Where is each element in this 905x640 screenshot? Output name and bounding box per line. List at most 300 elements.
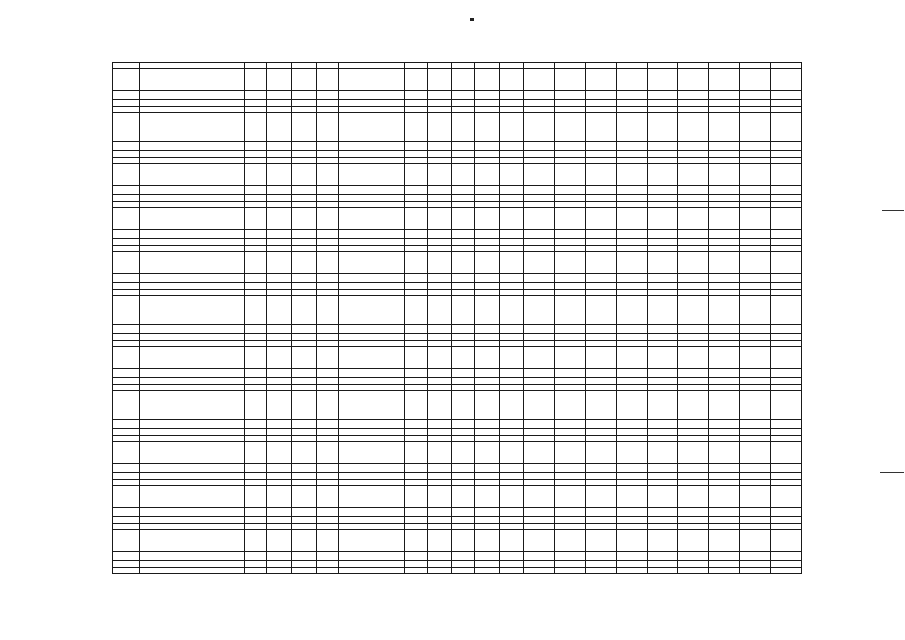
table-cell xyxy=(316,283,339,290)
table-cell xyxy=(616,442,647,464)
table-cell xyxy=(452,517,475,524)
table-cell xyxy=(770,552,801,561)
table-cell xyxy=(316,369,339,378)
table-cell xyxy=(647,473,678,480)
table-cell xyxy=(585,347,616,369)
table-cell xyxy=(267,369,292,378)
table-cell xyxy=(244,113,267,142)
table-cell xyxy=(291,530,316,552)
table-cell xyxy=(267,508,292,517)
table-cell xyxy=(616,252,647,274)
table-cell xyxy=(291,429,316,436)
table-cell xyxy=(405,568,428,574)
table-cell xyxy=(291,508,316,517)
table-cell xyxy=(585,464,616,473)
table-cell xyxy=(585,186,616,195)
table-row-budget-funding xyxy=(113,552,802,561)
table-cell xyxy=(113,274,140,283)
table-cell xyxy=(585,69,616,91)
table-cell xyxy=(291,568,316,574)
table-cell xyxy=(585,530,616,552)
table-cell xyxy=(740,142,771,151)
table-cell xyxy=(316,334,339,341)
table-cell xyxy=(616,186,647,195)
table-cell xyxy=(499,69,524,91)
table-cell xyxy=(770,113,801,142)
table-cell xyxy=(647,296,678,325)
table-cell xyxy=(647,274,678,283)
table-cell xyxy=(316,208,339,230)
table-cell xyxy=(291,369,316,378)
table-row-other-sources xyxy=(113,561,802,568)
table-cell xyxy=(678,508,709,517)
table-cell xyxy=(616,91,647,100)
table-cell xyxy=(267,464,292,473)
table-cell xyxy=(585,568,616,574)
table-cell xyxy=(616,391,647,420)
table-cell xyxy=(113,391,140,420)
table-cell xyxy=(316,195,339,202)
table-cell xyxy=(740,473,771,480)
table-cell xyxy=(474,186,499,195)
table-cell xyxy=(316,164,339,186)
table-cell xyxy=(452,239,475,246)
table-cell xyxy=(339,429,405,436)
table-cell xyxy=(770,473,801,480)
table-cell xyxy=(427,69,452,91)
table-cell xyxy=(113,568,140,574)
table-cell xyxy=(427,552,452,561)
table-cell xyxy=(740,100,771,107)
table-row-measure xyxy=(113,486,802,508)
table-cell xyxy=(740,252,771,274)
table-cell xyxy=(474,113,499,142)
table-cell xyxy=(291,195,316,202)
table-cell xyxy=(291,230,316,239)
table-cell xyxy=(524,334,555,341)
table-row-other-sources xyxy=(113,334,802,341)
table-cell xyxy=(244,369,267,378)
table-cell xyxy=(709,151,740,158)
table-cell xyxy=(405,186,428,195)
table-cell xyxy=(555,151,586,158)
table-cell xyxy=(267,230,292,239)
table-cell xyxy=(524,429,555,436)
table-cell xyxy=(555,442,586,464)
table-cell xyxy=(474,230,499,239)
table-cell xyxy=(616,164,647,186)
table-cell xyxy=(555,91,586,100)
table-row-other-sources xyxy=(113,473,802,480)
table-cell xyxy=(316,429,339,436)
table-cell xyxy=(770,420,801,429)
table-cell xyxy=(339,113,405,142)
table-cell xyxy=(709,239,740,246)
table-cell xyxy=(647,100,678,107)
table-row-measure xyxy=(113,252,802,274)
table-cell xyxy=(585,378,616,385)
table-cell xyxy=(555,347,586,369)
table-cell xyxy=(113,486,140,508)
table-cell xyxy=(405,91,428,100)
table-cell xyxy=(499,151,524,158)
table-cell xyxy=(585,325,616,334)
table-cell xyxy=(139,334,244,341)
table-cell xyxy=(316,530,339,552)
table-cell xyxy=(244,442,267,464)
table-cell xyxy=(427,283,452,290)
table-cell xyxy=(267,296,292,325)
table-cell xyxy=(555,208,586,230)
table-cell xyxy=(139,429,244,436)
table-cell xyxy=(244,530,267,552)
table-row-budget-funding xyxy=(113,274,802,283)
table-cell xyxy=(709,164,740,186)
table-cell xyxy=(405,113,428,142)
table-cell xyxy=(405,561,428,568)
table-cell xyxy=(427,142,452,151)
table-cell xyxy=(316,100,339,107)
table-cell xyxy=(678,252,709,274)
table-cell xyxy=(316,552,339,561)
table-cell xyxy=(427,347,452,369)
table-cell xyxy=(740,283,771,290)
table-cell xyxy=(678,517,709,524)
table-cell xyxy=(678,552,709,561)
table-cell xyxy=(647,429,678,436)
table-cell xyxy=(244,347,267,369)
table-cell xyxy=(499,517,524,524)
table-cell xyxy=(585,429,616,436)
table-cell xyxy=(291,113,316,142)
table-cell xyxy=(709,508,740,517)
table-cell xyxy=(474,164,499,186)
table-cell xyxy=(740,530,771,552)
table-cell xyxy=(339,239,405,246)
table-cell xyxy=(555,508,586,517)
table-cell xyxy=(678,334,709,341)
table-cell xyxy=(709,208,740,230)
table-cell xyxy=(740,208,771,230)
table-cell xyxy=(316,113,339,142)
table-cell xyxy=(678,69,709,91)
table-cell xyxy=(339,552,405,561)
table-cell xyxy=(770,429,801,436)
table-cell xyxy=(244,552,267,561)
table-cell xyxy=(709,252,740,274)
table-cell xyxy=(474,508,499,517)
table-cell xyxy=(316,486,339,508)
table-cell xyxy=(740,552,771,561)
table-cell xyxy=(267,442,292,464)
table-cell xyxy=(616,561,647,568)
table-cell xyxy=(113,230,140,239)
table-cell xyxy=(770,334,801,341)
table-cell xyxy=(474,530,499,552)
table-cell xyxy=(678,378,709,385)
table-cell xyxy=(452,230,475,239)
table-cell xyxy=(339,325,405,334)
table-cell xyxy=(555,530,586,552)
table-cell xyxy=(585,561,616,568)
table-cell xyxy=(339,296,405,325)
table-cell xyxy=(770,186,801,195)
table-cell xyxy=(616,420,647,429)
table-cell xyxy=(113,530,140,552)
table-cell xyxy=(770,561,801,568)
table-cell xyxy=(709,186,740,195)
table-cell xyxy=(291,252,316,274)
table-cell xyxy=(770,369,801,378)
table-cell xyxy=(427,369,452,378)
table-cell xyxy=(474,464,499,473)
margin-tick-right xyxy=(882,210,904,211)
table-cell xyxy=(555,391,586,420)
table-cell xyxy=(770,91,801,100)
table-cell xyxy=(524,208,555,230)
table-cell xyxy=(427,334,452,341)
table-cell xyxy=(427,568,452,574)
table-cell xyxy=(139,378,244,385)
table-cell xyxy=(678,195,709,202)
table-cell xyxy=(139,195,244,202)
table-cell xyxy=(709,378,740,385)
table-cell xyxy=(405,429,428,436)
table-row-budget-funding xyxy=(113,142,802,151)
table-cell xyxy=(339,442,405,464)
table-cell xyxy=(678,530,709,552)
table-cell xyxy=(339,486,405,508)
table-cell xyxy=(740,274,771,283)
table-cell xyxy=(524,517,555,524)
table-cell xyxy=(267,334,292,341)
table-cell xyxy=(709,296,740,325)
table-cell xyxy=(267,100,292,107)
table-cell xyxy=(427,464,452,473)
table-cell xyxy=(585,420,616,429)
table-cell xyxy=(316,473,339,480)
table-cell xyxy=(585,239,616,246)
table-cell xyxy=(339,508,405,517)
table-cell xyxy=(139,296,244,325)
table-cell xyxy=(139,230,244,239)
table-cell xyxy=(616,195,647,202)
table-cell xyxy=(474,252,499,274)
table-cell xyxy=(709,325,740,334)
table-cell xyxy=(339,347,405,369)
table-cell xyxy=(267,561,292,568)
table-cell xyxy=(616,230,647,239)
table-cell xyxy=(647,442,678,464)
table-cell xyxy=(339,164,405,186)
table-cell xyxy=(113,208,140,230)
table-cell xyxy=(678,486,709,508)
table-cell xyxy=(647,486,678,508)
table-cell xyxy=(113,296,140,325)
table-cell xyxy=(474,195,499,202)
table-cell xyxy=(139,142,244,151)
table-cell xyxy=(405,473,428,480)
table-cell xyxy=(427,429,452,436)
table-cell xyxy=(770,151,801,158)
table-cell xyxy=(770,347,801,369)
table-cell xyxy=(770,517,801,524)
table-cell xyxy=(474,378,499,385)
table-cell xyxy=(585,552,616,561)
table-cell xyxy=(499,239,524,246)
table-cell xyxy=(709,369,740,378)
table-cell xyxy=(585,208,616,230)
table-cell xyxy=(499,230,524,239)
table-cell xyxy=(316,378,339,385)
table-row-measure xyxy=(113,208,802,230)
table-cell xyxy=(339,517,405,524)
table-cell xyxy=(616,239,647,246)
table-cell xyxy=(524,113,555,142)
table-cell xyxy=(647,552,678,561)
table-cell xyxy=(267,325,292,334)
table-cell xyxy=(139,239,244,246)
table-cell xyxy=(647,561,678,568)
table-cell xyxy=(770,252,801,274)
table-cell xyxy=(585,334,616,341)
table-cell xyxy=(339,142,405,151)
table-cell xyxy=(647,252,678,274)
table-cell xyxy=(647,239,678,246)
table-cell xyxy=(585,100,616,107)
table-cell xyxy=(740,442,771,464)
table-cell xyxy=(139,508,244,517)
table-cell xyxy=(499,530,524,552)
table-cell xyxy=(555,195,586,202)
table-cell xyxy=(524,69,555,91)
table-cell xyxy=(267,164,292,186)
table-cell xyxy=(585,517,616,524)
table-row-measure xyxy=(113,164,802,186)
table-cell xyxy=(427,239,452,246)
table-cell xyxy=(616,473,647,480)
table-cell xyxy=(427,391,452,420)
table-cell xyxy=(244,283,267,290)
table-body xyxy=(113,63,802,574)
table-cell xyxy=(244,391,267,420)
table-cell xyxy=(113,239,140,246)
table-cell xyxy=(555,142,586,151)
table-cell xyxy=(474,552,499,561)
table-cell xyxy=(339,369,405,378)
table-cell xyxy=(770,568,801,574)
table-cell xyxy=(405,347,428,369)
table-cell xyxy=(339,420,405,429)
table-cell xyxy=(474,142,499,151)
table-cell xyxy=(616,568,647,574)
table-cell xyxy=(616,429,647,436)
table-cell xyxy=(113,325,140,334)
table-cell xyxy=(139,164,244,186)
table-cell xyxy=(427,325,452,334)
table-cell xyxy=(647,230,678,239)
table-cell xyxy=(678,347,709,369)
table-row-budget-funding xyxy=(113,230,802,239)
table-cell xyxy=(474,473,499,480)
table-cell xyxy=(770,142,801,151)
table-cell xyxy=(316,464,339,473)
table-cell xyxy=(113,369,140,378)
table-cell xyxy=(740,151,771,158)
table-cell xyxy=(709,347,740,369)
table-cell xyxy=(244,561,267,568)
table-cell xyxy=(616,296,647,325)
table-cell xyxy=(267,429,292,436)
table-cell xyxy=(524,486,555,508)
table-cell xyxy=(427,517,452,524)
table-cell xyxy=(740,486,771,508)
table-cell xyxy=(585,164,616,186)
table-cell xyxy=(524,186,555,195)
table-cell xyxy=(709,464,740,473)
table-cell xyxy=(452,252,475,274)
table-cell xyxy=(616,334,647,341)
table-cell xyxy=(244,230,267,239)
table-cell xyxy=(474,391,499,420)
table-cell xyxy=(339,69,405,91)
table-cell xyxy=(291,69,316,91)
table-cell xyxy=(499,464,524,473)
table-cell xyxy=(452,274,475,283)
table-cell xyxy=(244,334,267,341)
table-cell xyxy=(291,486,316,508)
table-cell xyxy=(427,100,452,107)
table-cell xyxy=(616,486,647,508)
table-cell xyxy=(647,334,678,341)
table-cell xyxy=(555,325,586,334)
table-cell xyxy=(585,296,616,325)
table-cell xyxy=(499,100,524,107)
table-cell xyxy=(616,369,647,378)
table-cell xyxy=(405,296,428,325)
table-cell xyxy=(316,325,339,334)
table-cell xyxy=(616,378,647,385)
table-cell xyxy=(139,283,244,290)
table-cell xyxy=(524,442,555,464)
table-cell xyxy=(452,69,475,91)
table-cell xyxy=(740,195,771,202)
table-cell xyxy=(244,464,267,473)
table-cell xyxy=(616,283,647,290)
table-cell xyxy=(709,391,740,420)
table-cell xyxy=(740,296,771,325)
table-cell xyxy=(474,347,499,369)
table-cell xyxy=(291,296,316,325)
table-cell xyxy=(678,113,709,142)
table-cell xyxy=(113,561,140,568)
table-cell xyxy=(427,252,452,274)
table-cell xyxy=(555,378,586,385)
table-row-budget-funding xyxy=(113,91,802,100)
table-cell xyxy=(740,508,771,517)
table-cell xyxy=(616,530,647,552)
table-cell xyxy=(709,561,740,568)
table-cell xyxy=(474,91,499,100)
table-cell xyxy=(267,486,292,508)
table-cell xyxy=(740,420,771,429)
table-row-budget-funding xyxy=(113,369,802,378)
table-cell xyxy=(113,91,140,100)
table-cell xyxy=(647,369,678,378)
table-cell xyxy=(647,208,678,230)
table-cell xyxy=(291,100,316,107)
table-cell xyxy=(499,420,524,429)
